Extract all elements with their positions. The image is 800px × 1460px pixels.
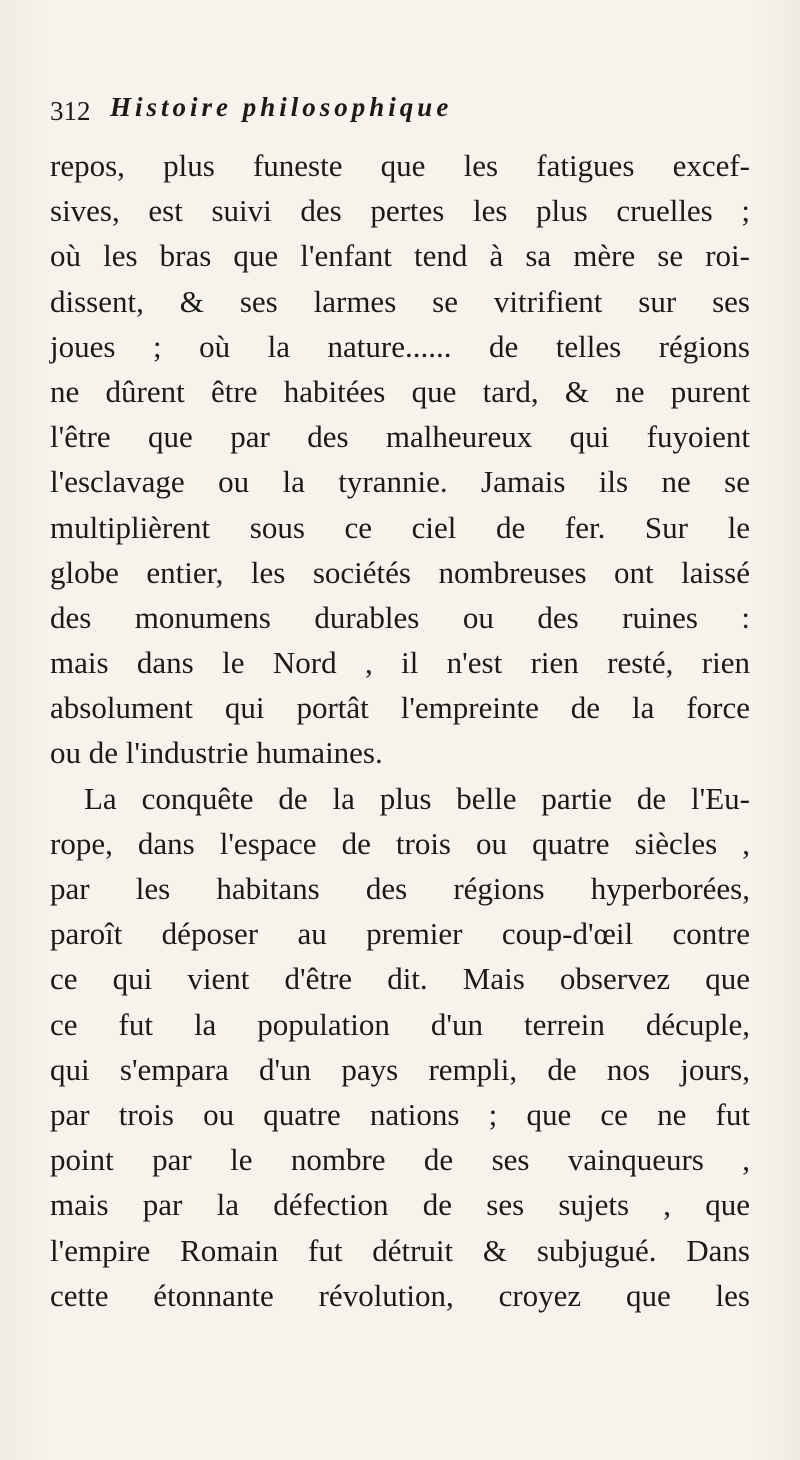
page-number: 312 xyxy=(50,96,91,126)
text-line: l'empire Romain fut détruit & subjugué. Dans xyxy=(50,1232,750,1268)
text-line: La conquête de la plus belle partie de l'Eu- xyxy=(84,780,750,816)
text-line: l'être que par des malheureux qui fuyoient xyxy=(50,419,750,455)
text-line: qui s'empara d'un pays rempli, de nos jours, xyxy=(50,1051,750,1087)
page-header xyxy=(50,92,740,132)
text-line: mais dans le Nord , il n'est rien resté, rien xyxy=(50,645,750,681)
text-line: globe entier, les sociétés nombreuses ont laissé xyxy=(50,554,750,590)
text-line: multiplièrent sous ce ciel de fer. Sur le xyxy=(50,509,750,545)
text-line: ne dûrent être habitées que tard, & ne purent xyxy=(50,373,750,409)
text-line: l'esclavage ou la tyrannie. Jamais ils ne se xyxy=(50,464,750,500)
running-title: Histoire philosophique xyxy=(110,92,453,122)
text-line: absolument qui portât l'empreinte de la force xyxy=(50,690,750,726)
text-line: paroît déposer au premier coup-d'œil contre xyxy=(50,916,750,952)
text-line: sives, est suivi des pertes les plus cruelles ; xyxy=(50,193,750,229)
text-line: dissent, & ses larmes se vitrifient sur ses xyxy=(50,283,750,319)
text-line: des monumens durables ou des ruines : xyxy=(50,599,750,635)
text-line: où les bras que l'enfant tend à sa mère se roi- xyxy=(50,238,750,274)
text-line: par trois ou quatre nations ; que ce ne fut xyxy=(50,1096,750,1132)
text-line: par les habitans des régions hyperborées, xyxy=(50,871,750,906)
text-line: ce qui vient d'être dit. Mais observez que xyxy=(50,961,750,997)
text-line: repos, plus funeste que les fatigues excef- xyxy=(50,148,750,183)
text-line: mais par la défection de ses sujets , que xyxy=(50,1187,750,1223)
body-text xyxy=(50,143,750,1318)
text-line: ce fut la population d'un terrein décuple, xyxy=(50,1006,750,1042)
text-line: cette étonnante révolution, croyez que les xyxy=(50,1277,750,1313)
text-line: ou de l'industrie humaines. xyxy=(50,735,383,771)
text-line: joues ; où la nature...... de telles régions xyxy=(50,328,750,364)
text-line: rope, dans l'espace de trois ou quatre siècles , xyxy=(50,825,750,861)
text-line: point par le nombre de ses vainqueurs , xyxy=(50,1142,750,1178)
